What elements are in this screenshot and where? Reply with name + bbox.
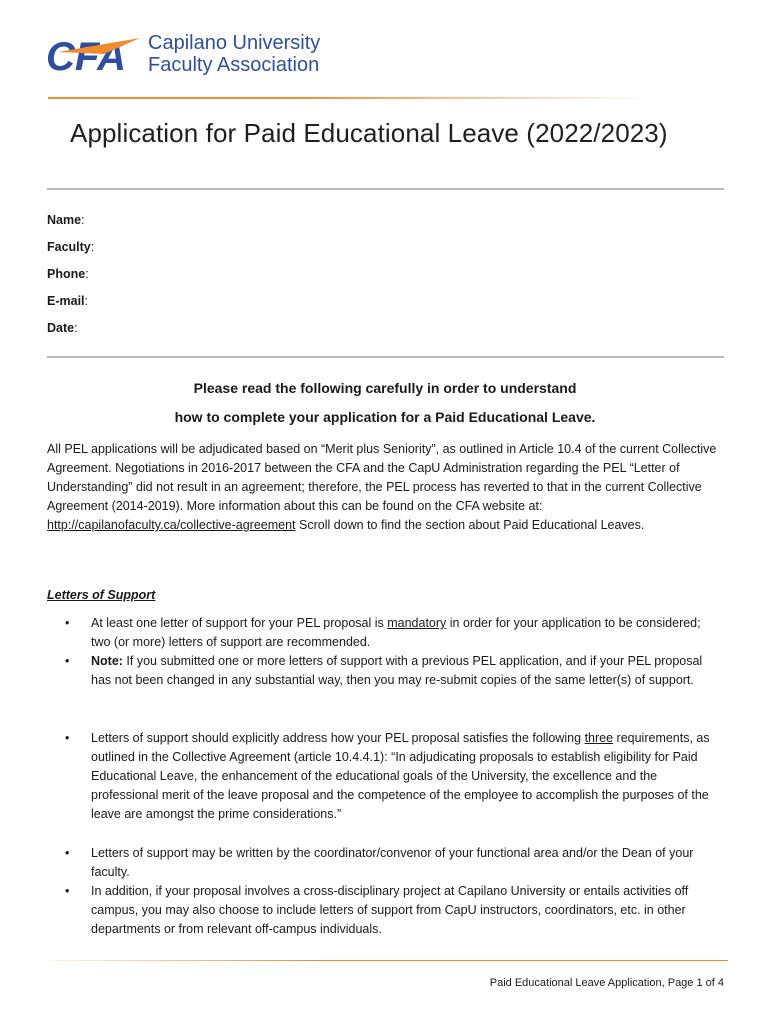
- field-date[interactable]: Date:: [47, 321, 78, 335]
- section-heading-letters-of-support: Letters of Support: [47, 588, 156, 602]
- title-divider: [47, 188, 724, 190]
- bullet-icon: •: [65, 884, 70, 898]
- field-phone[interactable]: Phone:: [47, 267, 89, 281]
- page-footer: Paid Educational Leave Application, Page 1 of 4: [489, 977, 724, 989]
- list-item: • Note: If you submitted one or more letters of support with a previous PEL application, and if your PEL proposal has not been changed in any substantial way, then you may re-submit copies of the same letter(s) of support.: [65, 654, 703, 687]
- footer-divider: [48, 960, 728, 961]
- list-item: • At least one letter of support for your PEL proposal is mandatory in order for your application to be considered; two (or more) letters of support are recommended.: [65, 616, 701, 649]
- notice-line-1: Please read the following carefully in order to understand: [193, 380, 577, 396]
- field-faculty[interactable]: Faculty:: [47, 240, 95, 254]
- header-divider: [48, 97, 648, 99]
- list-item: • Letters of support should explicitly address how your PEL proposal satisfies the following three requirements, as outlined in the Collective Agreement (article 10.4.4.1): “In adjudicating proposals to establish eligibility for Paid Educational Leave, the enhancement of the educational goals of the University, the excellence and the professional merit of the leave proposal and the competence of the employee to accomplish the purposes of the leave are amongst the prime considerations.”: [65, 731, 710, 821]
- intro-paragraph: All PEL applications will be adjudicated based on “Merit plus Seniority”, as outlined in Article 10.4 of the current Collective Agreement. Negotiations in 2016-2017 between the CFA and the CapU Administration regarding the PEL “Letter of Understanding” did not result in an agreement; therefore, the PEL process has reverted to that in the current Collective Agreement (2014-2019). More information about this can be found on the CFA website at: http://capilanofaculty.ca/collective-agreement Scroll down to find the section about Paid Educational Leaves.: [47, 442, 717, 532]
- bullet-list-2: [0, 729, 770, 824]
- list-item: • Letters of support may be written by the coordinator/convenor of your functional area and/or the Dean of your faculty.: [65, 846, 694, 879]
- org-name: [148, 32, 320, 76]
- cfa-logo-mark: [44, 30, 144, 76]
- org-name-line2: Faculty Association: [148, 54, 320, 76]
- bullet-list-1: [0, 614, 770, 690]
- applicant-fields: [47, 211, 94, 346]
- field-name[interactable]: Name:: [47, 213, 85, 227]
- svg-text:CFA: CFA: [46, 35, 126, 76]
- bullet-icon: •: [65, 654, 70, 668]
- field-label: Faculty: [47, 240, 91, 254]
- fields-divider: [47, 356, 724, 358]
- cfa-logo: [44, 30, 364, 82]
- bullet-icon: •: [65, 616, 70, 630]
- document-title: Application for Paid Educational Leave (2022/2023): [70, 118, 668, 148]
- field-label: E-mail: [47, 294, 85, 308]
- bullet-icon: •: [65, 731, 70, 745]
- field-label: Date: [47, 321, 75, 335]
- field-label: Phone: [47, 267, 86, 281]
- notice-line-2: how to complete your application for a Paid Educational Leave.: [174, 409, 596, 425]
- list-item: • In addition, if your proposal involves a cross-disciplinary project at Capilano University or entails activities off campus, you may also choose to include letters of support from CapU instructors, coordinators, etc. in other departments or from relevant off-campus individuals.: [65, 884, 689, 936]
- bullet-icon: •: [65, 846, 70, 860]
- bullet-list-3: [0, 844, 770, 939]
- field-email[interactable]: E-mail:: [47, 294, 88, 308]
- collective-agreement-link[interactable]: http://capilanofaculty.ca/collective-agreement: [47, 518, 296, 532]
- field-label: Name: [47, 213, 82, 227]
- org-name-line1: Capilano University: [148, 32, 321, 54]
